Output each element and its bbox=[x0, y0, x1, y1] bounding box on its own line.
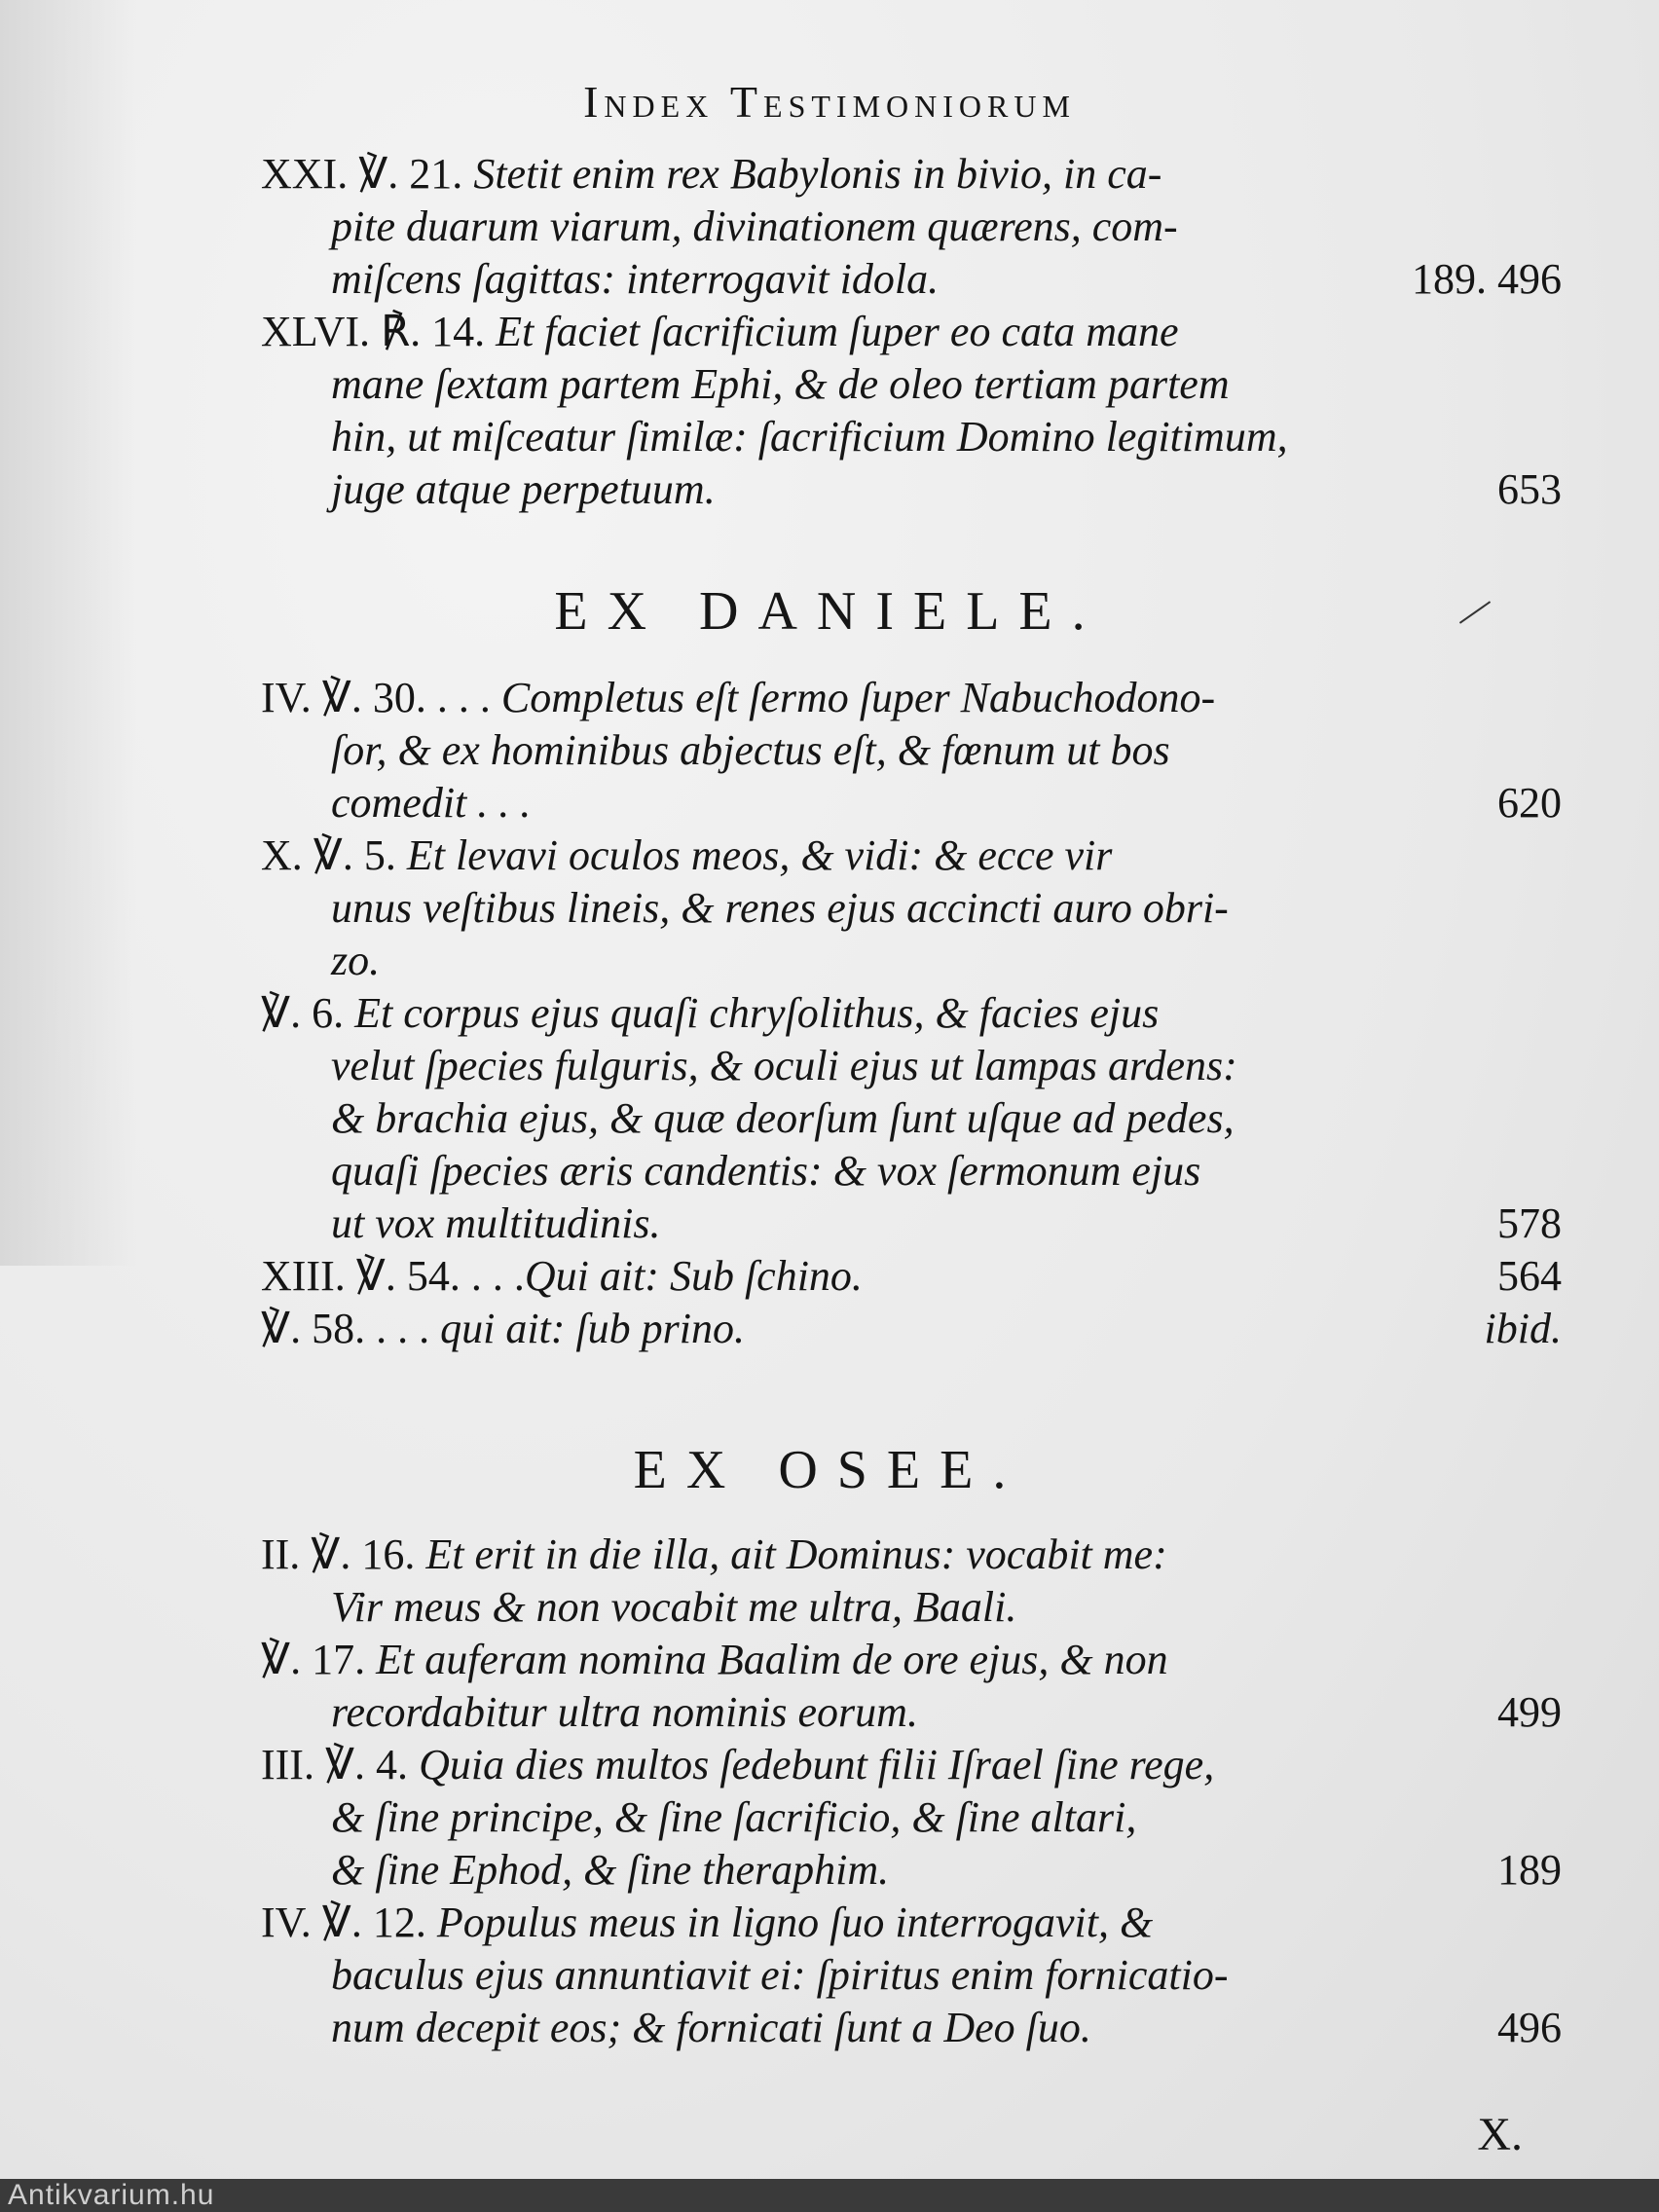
quotation-text: hin, ut miſceatur ſimilæ: ſacrificium Domino legitimum, bbox=[331, 413, 1288, 461]
verse-reference: IV. ℣. 30. . . . bbox=[261, 674, 491, 721]
page-reference: 620 bbox=[1497, 779, 1562, 827]
quotation-text: velut ſpecies fulguris, & oculi ejus ut lampas ardens: bbox=[331, 1042, 1237, 1089]
entry-line bbox=[331, 724, 1170, 777]
quotation-text: miſcens ſagittas: interrogavit idola. bbox=[331, 255, 940, 303]
entry-line bbox=[331, 1791, 1136, 1844]
quotation-text: Et levavi oculos meos, & vidi: & ecce vir bbox=[395, 831, 1113, 879]
quotation-text: Qui ait: Sub ſchino. bbox=[524, 1252, 863, 1300]
quotation-text: & ſine principe, & ſine ſacrificio, & ſine altari, bbox=[331, 1793, 1137, 1841]
entry-line bbox=[331, 882, 1229, 935]
verse-reference: X. ℣. 5. bbox=[261, 831, 396, 879]
entry-line bbox=[331, 201, 1178, 253]
quotation-text: Et erit in die illa, ait Dominus: vocabit me: bbox=[415, 1530, 1167, 1578]
quotation-text: comedit . . . bbox=[331, 779, 532, 827]
entry-line bbox=[331, 1949, 1228, 2002]
section-heading-daniel: EX DANIELE. bbox=[554, 581, 1105, 642]
section-heading-osee: EX OSEE. bbox=[633, 1440, 1026, 1500]
page-reference: 499 bbox=[1497, 1688, 1562, 1736]
quotation-text: num decepit eos; & fornicati ſunt a Deo ſuo. bbox=[331, 2004, 1091, 2051]
quotation-text: Quia dies multos ſedebunt filii Iſrael ſine rege, bbox=[408, 1741, 1215, 1788]
verse-reference: ℣. 6. bbox=[261, 989, 345, 1037]
verse-reference: IV. ℣. 12. bbox=[261, 1899, 426, 1946]
page-reference: 189. 496 bbox=[1412, 255, 1562, 303]
quotation-text: zo. bbox=[331, 937, 381, 984]
entry-line bbox=[261, 987, 1159, 1040]
entry-line bbox=[261, 1739, 1214, 1791]
quotation-text: ſor, & ex hominibus abjectus eſt, & fœnum ut bos bbox=[331, 726, 1170, 774]
page-reference: ibid. bbox=[1484, 1305, 1562, 1352]
quotation-text: quaſi ſpecies æris candentis: & vox ſermonum ejus bbox=[331, 1147, 1201, 1195]
quotation-text: qui ait: ſub prino. bbox=[429, 1305, 746, 1352]
entry-line bbox=[331, 777, 531, 830]
quotation-text: pite duarum viarum, divinationem quærens, com- bbox=[331, 203, 1178, 250]
page-reference: 189 bbox=[1497, 1846, 1562, 1894]
watermark: Antikvarium.hu bbox=[8, 2179, 215, 2211]
entry-line bbox=[261, 830, 1112, 882]
page-reference: 564 bbox=[1497, 1252, 1562, 1300]
entry-line bbox=[261, 306, 1179, 358]
entry-line bbox=[331, 253, 939, 306]
entry-line bbox=[331, 1092, 1235, 1145]
entry-line bbox=[331, 411, 1288, 463]
verse-reference: XIII. ℣. 54. . . . bbox=[261, 1252, 525, 1300]
verse-reference: XXI. ℣. 21. bbox=[261, 150, 463, 198]
quotation-text: baculus ejus annuntiavit ei: ſpiritus enim fornicatio- bbox=[331, 1951, 1229, 1999]
quotation-text: Populus meus in ligno ſuo interrogavit, & bbox=[425, 1899, 1154, 1946]
quotation-text: ut vox multitudinis. bbox=[331, 1199, 661, 1247]
entry-line bbox=[331, 1844, 889, 1897]
quotation-text: mane ſextam partem Ephi, & de oleo tertiam partem bbox=[331, 360, 1230, 408]
page-header: Index Testimoniorum bbox=[583, 77, 1076, 127]
entry-line bbox=[261, 672, 1215, 724]
entry-line bbox=[331, 1581, 1016, 1634]
entry-line bbox=[331, 1198, 661, 1250]
quotation-text: recordabitur ultra nominis eorum. bbox=[331, 1688, 918, 1736]
quotation-text: & ſine Ephod, & ſine theraphim. bbox=[331, 1846, 890, 1894]
entry-line bbox=[331, 1686, 918, 1739]
entry-line bbox=[261, 1634, 1168, 1686]
verse-reference: II. ℣. 16. bbox=[261, 1530, 416, 1578]
quotation-text: Completus eſt ſermo ſuper Nabuchodono- bbox=[490, 674, 1216, 721]
entry-line bbox=[331, 358, 1230, 411]
quotation-text: Et faciet ſacrificium ſuper eo cata mane bbox=[485, 308, 1179, 355]
entry-line bbox=[331, 1040, 1237, 1092]
quotation-text: Et auferam nomina Baalim de ore ejus, & non bbox=[365, 1636, 1168, 1683]
page-reference: 496 bbox=[1497, 2004, 1562, 2051]
entry-line bbox=[331, 935, 380, 987]
page-reference: 578 bbox=[1497, 1199, 1562, 1247]
verse-reference: XLVI. ℟. 14. bbox=[261, 308, 486, 355]
entry-line bbox=[331, 2002, 1091, 2054]
quotation-text: unus veſtibus lineis, & renes ejus accincti auro obri- bbox=[331, 884, 1229, 932]
entry-line bbox=[331, 1145, 1200, 1198]
quotation-text: Stetit enim rex Babylonis in bivio, in ca- bbox=[462, 150, 1162, 198]
page-reference: 653 bbox=[1497, 465, 1562, 513]
entry-line bbox=[261, 1250, 863, 1303]
quotation-text: Et corpus ejus quaſi chryſolithus, & facies ejus bbox=[344, 989, 1160, 1037]
entry-line bbox=[331, 463, 716, 516]
verse-reference: ℣. 17. bbox=[261, 1636, 366, 1683]
verse-reference: ℣. 58. . . . bbox=[261, 1305, 430, 1352]
entry-line bbox=[261, 1897, 1153, 1949]
quotation-text: & brachia ejus, & quæ deorſum ſunt uſque ad pedes, bbox=[331, 1094, 1235, 1142]
bottom-strip bbox=[0, 2179, 1659, 2212]
entry-line bbox=[261, 148, 1161, 201]
quotation-text: Vir meus & non vocabit me ultra, Baali. bbox=[331, 1583, 1017, 1631]
entry-line bbox=[261, 1529, 1167, 1581]
entry-line bbox=[261, 1303, 745, 1355]
catchword: X. bbox=[1477, 2109, 1523, 2160]
quotation-text: juge atque perpetuum. bbox=[331, 465, 716, 513]
verse-reference: III. ℣. 4. bbox=[261, 1741, 409, 1788]
